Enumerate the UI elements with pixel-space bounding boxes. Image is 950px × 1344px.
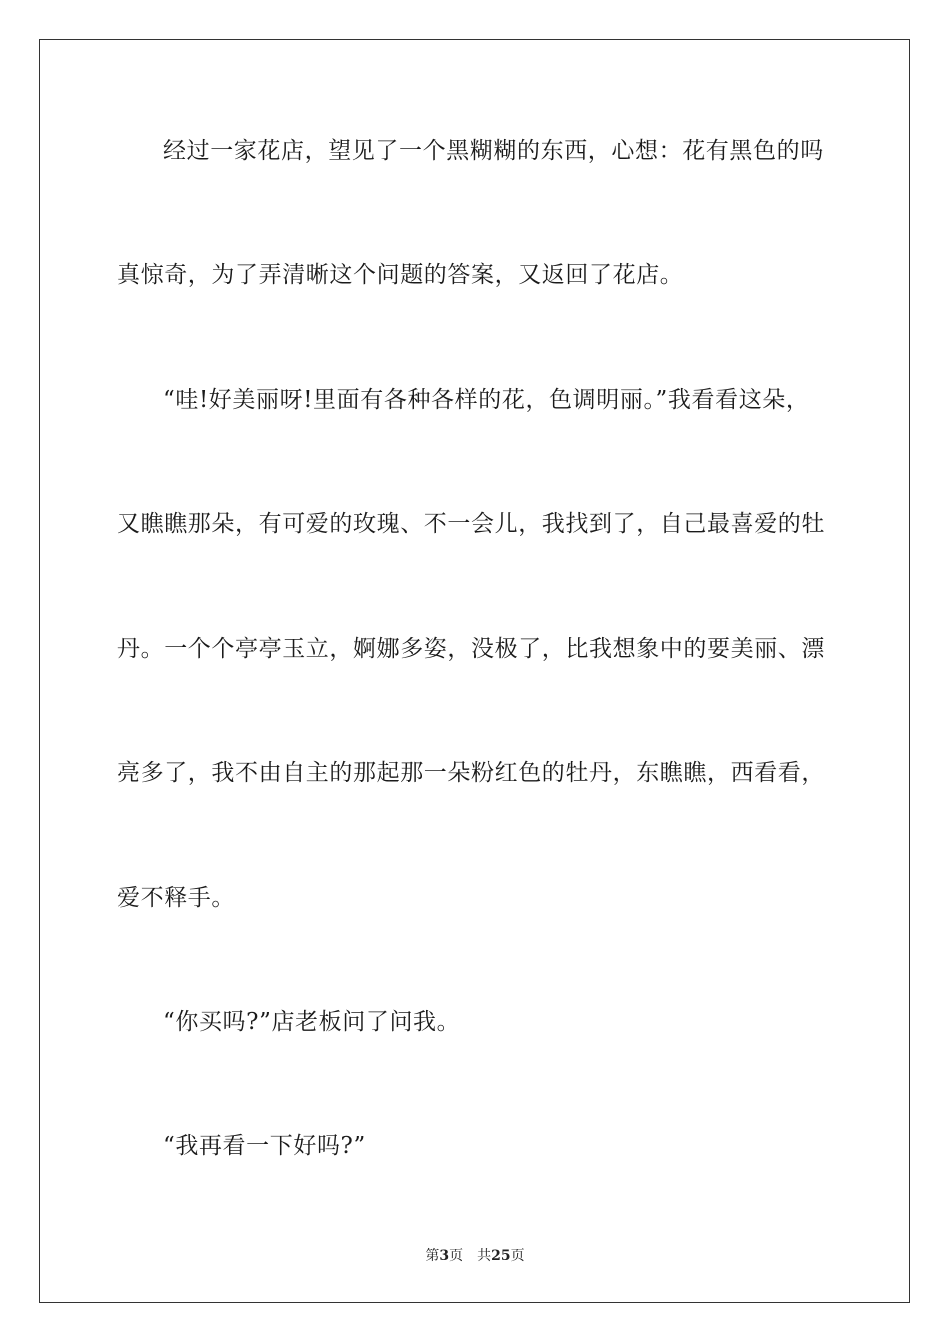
page-footer (0, 1247, 950, 1265)
paragraph-line-4: 又瞧瞧那朵，有可爱的玫瑰、不一会儿，我找到了，自己最喜爱的牡 (117, 511, 825, 537)
page-border (39, 39, 910, 1303)
paragraph-line-1: 经过一家花店，望见了一个黑糊糊的东西，心想：花有黑色的吗 (163, 138, 824, 164)
current-page-number: 3 (439, 1248, 450, 1264)
total-pages-number: 25 (491, 1248, 511, 1264)
paragraph-line-2: 真惊奇，为了弄清晰这个问题的答案，又返回了花店。 (117, 262, 684, 288)
page-suffix: 页 (449, 1248, 464, 1264)
paragraph-line-9: “我再看一下好吗?” (163, 1133, 366, 1159)
paragraph-line-7: 爱不释手。 (117, 885, 235, 911)
page-prefix: 第 (425, 1248, 440, 1264)
paragraph-line-8: “你买吗?”店老板问了问我。 (163, 1009, 461, 1035)
total-suffix: 页 (510, 1248, 525, 1264)
paragraph-line-6: 亮多了，我不由自主的那起那一朵粉红色的牡丹，东瞧瞧，西看看， (117, 760, 825, 786)
paragraph-line-5: 丹。一个个亭亭玉立，婀娜多姿，没极了，比我想象中的要美丽、漂 (117, 636, 825, 662)
total-prefix: 共 (477, 1248, 492, 1264)
paragraph-line-3: “哇!好美丽呀!里面有各种各样的花，色调明丽。”我看看这朵， (163, 387, 810, 413)
